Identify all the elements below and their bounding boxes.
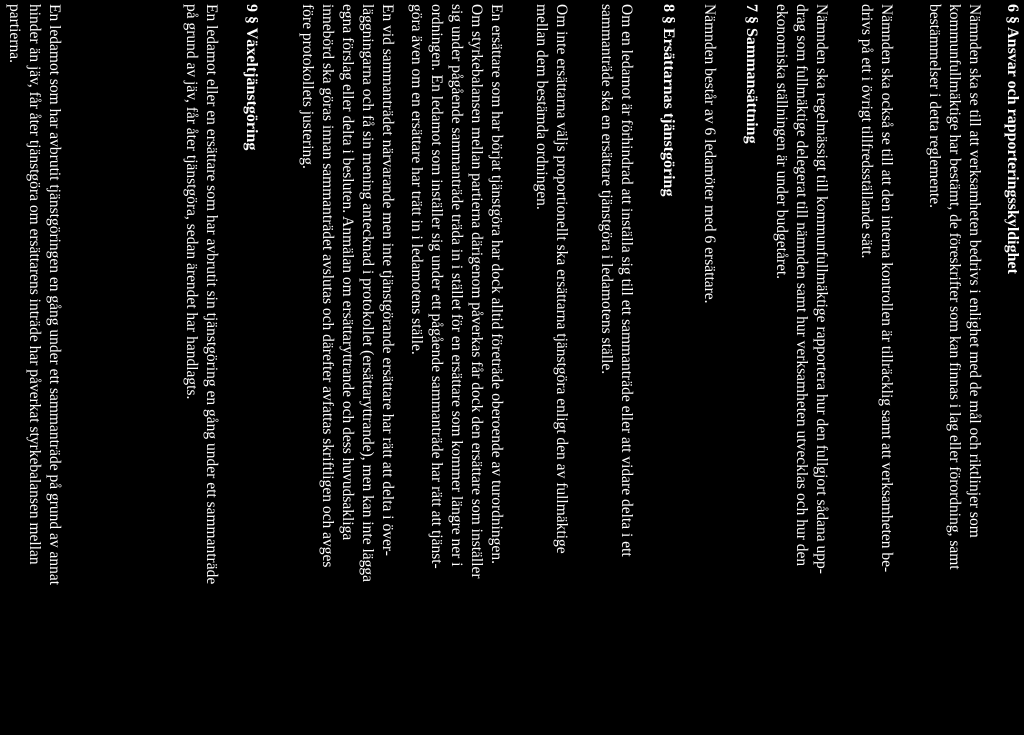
text-line: En ersättare som har börjat tjänstgöra har dock alltid företräde oberoende av turordningen.	[488, 4, 505, 564]
section-7-paragraph-1	[699, 4, 719, 732]
section-heading-8: 8 § Ersättarnas tjänstgöring	[660, 4, 677, 197]
text-line: Om styrkebalansen mellan partierna därigenom påverkas får dock den ersättare som inställer	[468, 4, 485, 579]
text-line: ordningen. En ledamot som inställer sig under ett pågående sammanträde har rätt att tjänst-	[428, 4, 445, 569]
text-line: mellan dem bestämda ordningen.	[533, 4, 550, 210]
section-6-paragraph-1	[924, 4, 984, 732]
section-9-paragraph-1	[181, 4, 221, 732]
text-line: Nämnden ska regelmässigt till kommunfullmäktige rapportera hur den fullgjort sådana upp-	[813, 4, 830, 574]
text-line: Nämnden ska också se till att den interna kontrollen är tillräcklig samt att verksamheten be-	[878, 4, 895, 573]
section-6-paragraph-2	[856, 4, 896, 732]
section-8-paragraph-2	[531, 4, 571, 732]
text-line: egna förslag eller delta i besluten. Anmälan om ersättaryttrande och dess huvudsakliga	[339, 4, 356, 541]
text-line: partierna.	[6, 4, 23, 63]
section-heading-9: 9 § Växeltjänstgöring	[243, 4, 260, 151]
text-line: på grund av jäv, får åter tjänstgöra, sedan ärendet har handlagts.	[183, 4, 200, 400]
text-line: läggningarna och få sin mening antecknad i protokollet (ersättaryttrande), men kan inte lägga	[359, 4, 376, 583]
text-line: sammanträde ska en ersättare tjänstgöra i ledamotens ställe.	[598, 4, 615, 375]
text-line: En vid sammanträdet närvarande men inte tjänstgörande ersättare har rätt att delta i över-	[379, 4, 396, 556]
section-6-paragraph-3	[771, 4, 831, 732]
text-line: före protokollets justering.	[299, 4, 316, 169]
text-line: Nämnden består av 6 ledamöter med 6 ersättare.	[701, 4, 718, 304]
text-line: En ledamot eller en ersättare som har avbrutit sin tjänstgöring en gång under ett sammanträde	[203, 4, 220, 585]
section-heading-7: 7 § Sammansättning	[743, 4, 760, 144]
text-line: drivs på ett i övrigt tillfredsställande sätt.	[858, 4, 875, 259]
text-line: kommunfullmäktige har bestämt, de föreskrifter som kan finnas i lag eller förordning, samt	[946, 4, 963, 570]
text-line: Om inte ersättarna väljs proportionellt ska ersättarna tjänstgöra enligt den av fullmäktige	[553, 4, 570, 554]
section-8-paragraph-1	[596, 4, 636, 732]
text-line: ekonomiska ställningen är under budgetåret.	[773, 4, 790, 280]
section-8-paragraph-3	[406, 4, 506, 732]
section-8-paragraph-4	[297, 4, 397, 732]
text-line: En ledamot som har avbrutit tjänstgöringen en gång under ett sammanträde på grund av annat	[46, 4, 63, 586]
text-line: Nämnden ska se till att verksamheten bedrivs i enlighet med de mål och riktlinjer som	[966, 4, 983, 538]
text-line: bestämmelser i detta reglemente.	[926, 4, 943, 208]
section-heading-6: 6 § Ansvar och rapporteringsskyldighet	[1004, 4, 1021, 274]
text-line: drag som fullmäktige delegerat till nämnden samt hur verksamheten utvecklas och hur den	[793, 4, 810, 567]
text-line: sig under pågående sammanträde träda in i stället för en ersättare som kommer längre ner i	[448, 4, 465, 567]
text-line: innebörd ska göras innan sammanträdet avslutas och därefter avfattas skriftligen och avges	[319, 4, 336, 568]
text-line: göra även om en ersättare har trätt in i ledamotens ställe.	[408, 4, 425, 355]
section-9-paragraph-2	[4, 4, 64, 732]
text-line: hinder än jäv, får åter tjänstgöra om ersättarens inträde har påverkat styrkebalansen mellan	[26, 4, 43, 565]
text-line: Om en ledamot är förhindrad att inställa sig till ett sammanträde eller att vidare delta i ett	[618, 4, 635, 557]
